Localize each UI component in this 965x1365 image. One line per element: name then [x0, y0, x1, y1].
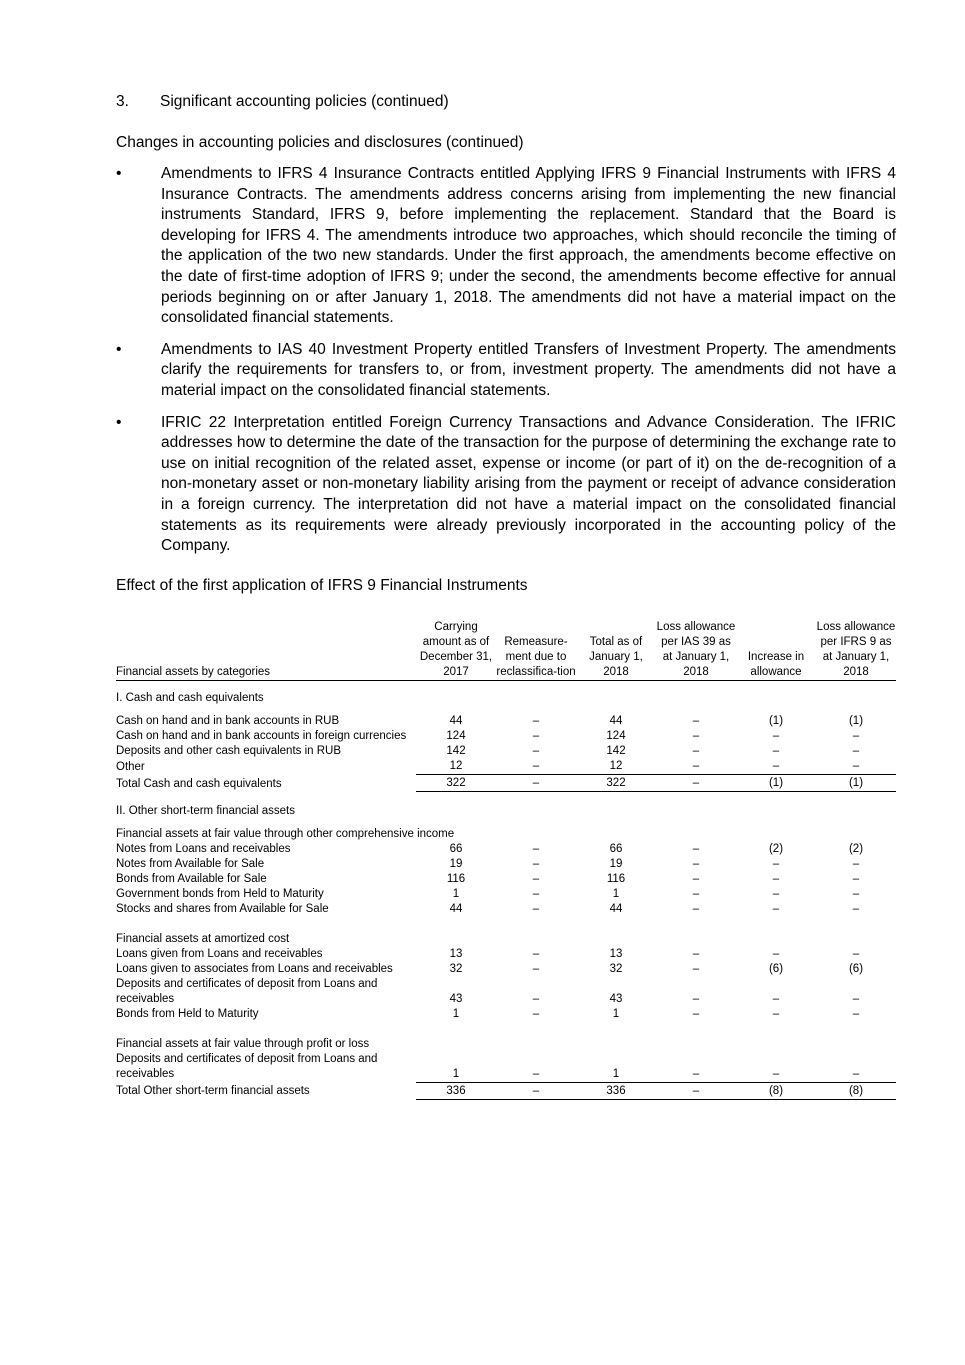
table-row	[116, 842, 896, 857]
cell-value: –	[532, 730, 540, 742]
cell-value: –	[772, 858, 780, 870]
row-label: Notes from Available for Sale	[116, 858, 265, 870]
row-label: Bonds from Held to Maturity	[116, 1008, 259, 1020]
table-row	[116, 714, 896, 729]
bullet-icon: •	[116, 413, 122, 431]
cell-value: –	[852, 745, 860, 757]
cell-value: 322	[576, 775, 656, 792]
row-label: Deposits and other cash equivalents in RUB	[116, 745, 342, 757]
cell-value: –	[852, 1008, 860, 1020]
cell-value: –	[692, 993, 700, 1005]
spacer-row	[116, 1022, 896, 1037]
bullet-item	[116, 340, 896, 402]
section-heading-other-label: II. Other short-term financial assets	[116, 805, 295, 817]
cell-value: 1	[452, 1008, 460, 1020]
cell-value: –	[736, 759, 816, 775]
cell-value: (2)	[848, 843, 864, 855]
table-row	[116, 872, 896, 887]
row-label: Government bonds from Held to Maturity	[116, 888, 324, 900]
cell-value: 322	[416, 775, 496, 792]
cell-value: 32	[449, 963, 463, 975]
table-row	[116, 962, 896, 977]
cell-value: –	[496, 1082, 576, 1099]
cell-value: (1)	[848, 715, 864, 727]
ifrs9-effect-table	[116, 620, 896, 1100]
column-header: Carrying amount as of December 31, 2017	[416, 620, 496, 681]
cell-value: (6)	[848, 963, 864, 975]
cell-value: –	[772, 993, 780, 1005]
subsection-heading-fvtpl-label: Financial assets at fair value through profit or loss	[116, 1038, 370, 1050]
section-number: 3.	[116, 93, 129, 110]
cell-value: 13	[609, 948, 623, 960]
cell-value: 336	[416, 1082, 496, 1099]
column-header: Loss allowance per IAS 39 as at January 1, 2018	[656, 620, 736, 681]
cell-value: 19	[609, 858, 623, 870]
table-row	[116, 744, 896, 759]
row-label: Notes from Loans and receivables	[116, 843, 291, 855]
row-label: Total Cash and cash equivalents	[116, 777, 282, 790]
cell-value: (8)	[816, 1082, 896, 1099]
cell-value: –	[692, 858, 700, 870]
cell-value: –	[496, 775, 576, 792]
cell-value: –	[772, 745, 780, 757]
table-row	[116, 857, 896, 872]
cell-value: –	[532, 715, 540, 727]
cell-value: –	[852, 730, 860, 742]
cell-value: –	[496, 1052, 576, 1082]
cell-value: 1	[612, 888, 620, 900]
cell-value: (6)	[768, 963, 784, 975]
table-row	[116, 729, 896, 744]
cell-value: –	[736, 1052, 816, 1082]
subsection-heading-fvtpl	[116, 1037, 896, 1052]
cell-value: –	[532, 903, 540, 915]
cell-value: –	[532, 888, 540, 900]
cell-value: 19	[449, 858, 463, 870]
spacer-row	[116, 819, 896, 827]
cell-value: –	[852, 903, 860, 915]
table-row	[116, 947, 896, 962]
table-header-row	[116, 620, 896, 681]
bullet-item	[116, 164, 896, 329]
cell-value: 1	[576, 1052, 656, 1082]
row-label: Cash on hand and in bank accounts in foreign currencies	[116, 730, 407, 742]
cell-value: 44	[449, 715, 463, 727]
bullet-icon: •	[116, 340, 122, 358]
spacer-row	[116, 917, 896, 932]
column-header: Loss allowance per IFRS 9 as at January 1, 2018	[816, 620, 896, 681]
subsection-heading-fvoci	[116, 827, 896, 842]
cell-value: (8)	[736, 1082, 816, 1099]
cell-value: (2)	[768, 843, 784, 855]
cell-value: 12	[576, 759, 656, 775]
table-row	[116, 902, 896, 917]
cell-value: –	[692, 745, 700, 757]
cell-value: 1	[612, 1008, 620, 1020]
column-header: Remeasure-ment due to reclassifica-tion	[496, 620, 576, 681]
cell-value: –	[532, 948, 540, 960]
spacer-row	[116, 706, 896, 714]
cell-value: –	[852, 993, 860, 1005]
cell-value: 44	[449, 903, 463, 915]
cell-value: 142	[606, 745, 626, 757]
cell-value: (1)	[816, 775, 896, 792]
cell-value: –	[772, 888, 780, 900]
row-label: Other	[116, 760, 145, 773]
cell-value: –	[532, 873, 540, 885]
cell-value: –	[532, 1008, 540, 1020]
cell-value: –	[692, 888, 700, 900]
column-header: Total as of January 1, 2018	[576, 620, 656, 681]
cell-value: –	[692, 963, 700, 975]
cell-value: (1)	[768, 715, 784, 727]
cell-value: 12	[416, 759, 496, 775]
cell-value: –	[656, 1052, 736, 1082]
cell-value: –	[772, 1008, 780, 1020]
bullet-icon: •	[116, 165, 122, 182]
cell-value: –	[532, 963, 540, 975]
cell-value: 13	[449, 948, 463, 960]
cell-value: –	[816, 1052, 896, 1082]
section-heading-cash-label: I. Cash and cash equivalents	[116, 692, 264, 704]
total-row	[116, 1082, 896, 1099]
bullet-item	[116, 413, 896, 557]
cell-value: –	[656, 775, 736, 792]
table-title: Effect of the first application of IFRS 9 Financial Instruments	[116, 577, 528, 594]
cell-value: 1	[416, 1052, 496, 1082]
row-label: Bonds from Available for Sale	[116, 873, 267, 885]
cell-value: –	[656, 759, 736, 775]
cell-value: 43	[449, 993, 463, 1005]
cell-value: 44	[609, 715, 623, 727]
subheading: Changes in accounting policies and disclosures (continued)	[116, 134, 524, 151]
cell-value: –	[692, 715, 700, 727]
row-label: Loans given to associates from Loans and receivables	[116, 963, 393, 975]
cell-value: –	[692, 1008, 700, 1020]
total-row	[116, 775, 896, 792]
table-row	[116, 759, 896, 775]
section-heading	[116, 93, 449, 111]
cell-value: 336	[576, 1082, 656, 1099]
cell-value: 1	[452, 888, 460, 900]
spacer-row	[116, 792, 896, 805]
cell-value: 66	[449, 843, 463, 855]
policy-bullet-list	[116, 164, 896, 568]
cell-value: –	[656, 1082, 736, 1099]
cell-value: –	[852, 858, 860, 870]
cell-value: 116	[446, 873, 466, 885]
cell-value: –	[692, 873, 700, 885]
cell-value: –	[496, 759, 576, 775]
row-label: Total Other short-term financial assets	[116, 1085, 310, 1097]
cell-value: –	[532, 858, 540, 870]
cell-value: –	[772, 903, 780, 915]
section-heading-cash	[116, 691, 896, 706]
bullet-text: Amendments to IFRS 4 Insurance Contracts entitled Applying IFRS 9 Financial Instruments with IFRS 4 Insurance Contracts. The amendments address concerns arising from implementing the new financial instruments Standard, IFRS 9, before implementing the replacement. Standard that the Board is developing for IFRS 4. The amendments introduce two approaches, which should reconcile the timing of the application of the two new standards. Under the first approach, the amendments become effective on the date of first-time adoption of IFRS 9; under the second, the amendments become effective for annual periods beginning on or after January 1, 2018. The amendments did not have a material impact on the consolidated financial statements.	[161, 165, 896, 327]
row-label: Deposits and certificates of deposit from Loans and receivables	[116, 978, 378, 1005]
cell-value: (1)	[736, 775, 816, 792]
cell-value: –	[772, 873, 780, 885]
cell-value: 32	[609, 963, 623, 975]
subsection-heading-amortized-label: Financial assets at amortized cost	[116, 933, 290, 945]
row-label: Deposits and certificates of deposit from Loans and receivables	[116, 1053, 378, 1080]
cell-value: 116	[606, 873, 626, 885]
table-row	[116, 1007, 896, 1022]
subsection-heading-fvoci-label: Financial assets at fair value through other comprehensive income	[116, 828, 455, 840]
cell-value: 142	[446, 745, 466, 757]
subsection-heading-amortized	[116, 932, 896, 947]
cell-value: 44	[609, 903, 623, 915]
cell-value: –	[692, 948, 700, 960]
cell-value: –	[772, 730, 780, 742]
cell-value: –	[772, 948, 780, 960]
cell-value: –	[852, 948, 860, 960]
cell-value: 124	[446, 730, 466, 742]
column-header: Financial assets by categories	[116, 620, 416, 681]
cell-value: 66	[609, 843, 623, 855]
bullet-text: IFRIC 22 Interpretation entitled Foreign Currency Transactions and Advance Consideration. The IFRIC addresses how to determine the date of the transaction for the purpose of determining the exchange rate to use on initial recognition of the related asset, expense or income (or part of it) on the de-recognition of a non-monetary asset or non-monetary liability arising from the payment or receipt of advance consideration in a foreign currency. The interpretation did not have a material impact on the consolidated financial statements as its requirements were already previously incorporated in the accounting policy of the Company.	[161, 413, 896, 555]
cell-value: –	[532, 843, 540, 855]
cell-value: –	[852, 873, 860, 885]
column-header: Increase in allowance	[736, 620, 816, 681]
section-title: Significant accounting policies (continued)	[160, 93, 449, 110]
cell-value: 43	[609, 993, 623, 1005]
cell-value: –	[852, 888, 860, 900]
bullet-text: Amendments to IAS 40 Investment Property entitled Transfers of Investment Property. The amendments clarify the requirements for transfers to, or from, investment property. The amendments did not have a material impact on the consolidated financial statements.	[161, 340, 896, 399]
cell-value: –	[532, 745, 540, 757]
cell-value: –	[692, 730, 700, 742]
section-heading-other	[116, 804, 896, 819]
cell-value: –	[532, 993, 540, 1005]
spacer-row	[116, 681, 896, 692]
table-row	[116, 887, 896, 902]
cell-value: –	[816, 759, 896, 775]
row-label: Stocks and shares from Available for Sale	[116, 903, 329, 915]
cell-value: –	[692, 843, 700, 855]
table-row	[116, 977, 896, 1007]
row-label: Cash on hand and in bank accounts in RUB	[116, 715, 340, 727]
cell-value: 124	[606, 730, 626, 742]
cell-value: –	[692, 903, 700, 915]
row-label: Loans given from Loans and receivables	[116, 948, 323, 960]
table-row	[116, 1052, 896, 1082]
